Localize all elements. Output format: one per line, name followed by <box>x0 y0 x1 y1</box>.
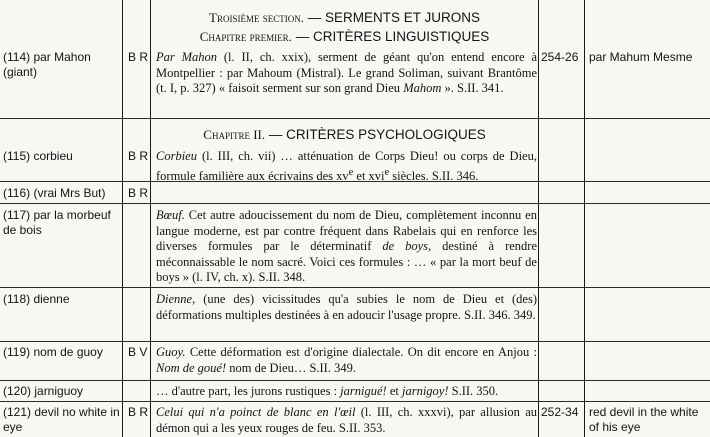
entry-commentary: Dienne, (une des) vicissitudes qu'a subies le nom de Dieu et (des) déformations multiples destinées à en adoucir l'usage propre. S.II. 346. 349. <box>156 292 537 322</box>
entry-commentary: Celui qui n'a poinct de blanc en l'œil (l. III, ch. xxxvi), par allusion au démon qui a les yeux rouges de feu. S.II. 353. <box>156 405 537 435</box>
entry-code: B R <box>128 405 149 419</box>
entry-commentary: Par Mahon (l. II, ch. xxix), serment de géant qu'on entend encore à Montpellier : par Mahoum (Mistral). Le grand Soliman, suivant Brantôme (t. I, p. 327) « faisoit serment sur son grand Dieu Mahom ». S.II. 341. <box>156 50 537 95</box>
entry-page: 254-26 <box>541 50 579 64</box>
entry-number: (118) dienne <box>3 292 70 306</box>
entry-number: (117) par la morbeuf de bois <box>3 208 111 237</box>
entry-commentary: Bœuf. Cet autre adoucissement du nom de Dieu, complètement inconnu en langue moderne, est par contre fréquent dans Rabelais qui en renforce les diverses formules par le déterminatif de boys, destiné à rendre méconnaissable le nom sacré. Voici ces formules : … « par la mort beuf de boys » (l. IV, ch. x). S.II. 348. <box>156 208 537 284</box>
entry-number: (121) devil no white in eye <box>3 405 120 434</box>
column-divider <box>150 0 151 437</box>
row-divider <box>0 287 710 288</box>
entry-commentary: … d'autre part, les jurons rustiques : jarnigué! et jarnigoy! S.II. 350. <box>156 384 499 398</box>
column-divider <box>538 0 539 437</box>
row-divider <box>0 181 710 182</box>
row-divider <box>0 341 710 342</box>
entry-translation: red devil in the white of his eye <box>589 405 699 434</box>
entry-translation: par Mahum Mesme <box>589 50 693 64</box>
row-divider <box>0 203 710 204</box>
entry-code: B V <box>128 345 148 359</box>
entry-number: (116) (vrai Mrs But) <box>3 186 106 200</box>
entry-number: (120) jarniguoy <box>3 384 84 398</box>
entry-code: B R <box>128 50 149 64</box>
entry-code: B R <box>128 186 149 200</box>
entry-code: B R <box>128 149 149 163</box>
row-divider <box>0 118 710 119</box>
row-divider <box>0 380 710 381</box>
entry-page: 252-34 <box>541 405 579 419</box>
entry-number: (119) nom de guoy <box>3 345 103 359</box>
column-divider <box>122 0 123 437</box>
entry-commentary: Guoy. Cette déformation est d'origine dialectale. On dit encore en Anjou : Nom de goué! nom de Dieu… S.II. 349. <box>156 345 537 375</box>
entry-commentary: Corbieu (l. III, ch. vii) … atténuation de Corps Dieu! ou corps de Dieu, formule familière aux écrivains des $xv^e$ et xvi$^e$ siècles. S.II. 346. <box>156 149 537 183</box>
row-divider <box>0 401 710 402</box>
entry-number: (114) par Mahon (giant) <box>3 50 91 79</box>
chapter-heading: Chapitre premier. — CRITÈRES LINGUISTIQUES <box>199 29 490 44</box>
section-heading: Troisième section. — SERMENTS ET JURONS <box>209 10 480 25</box>
entry-number: (115) corbieu <box>3 149 73 163</box>
chapter-heading: Chapitre II. — CRITÈRES PSYCHOLOGIQUES <box>203 127 486 142</box>
column-divider <box>584 0 585 437</box>
